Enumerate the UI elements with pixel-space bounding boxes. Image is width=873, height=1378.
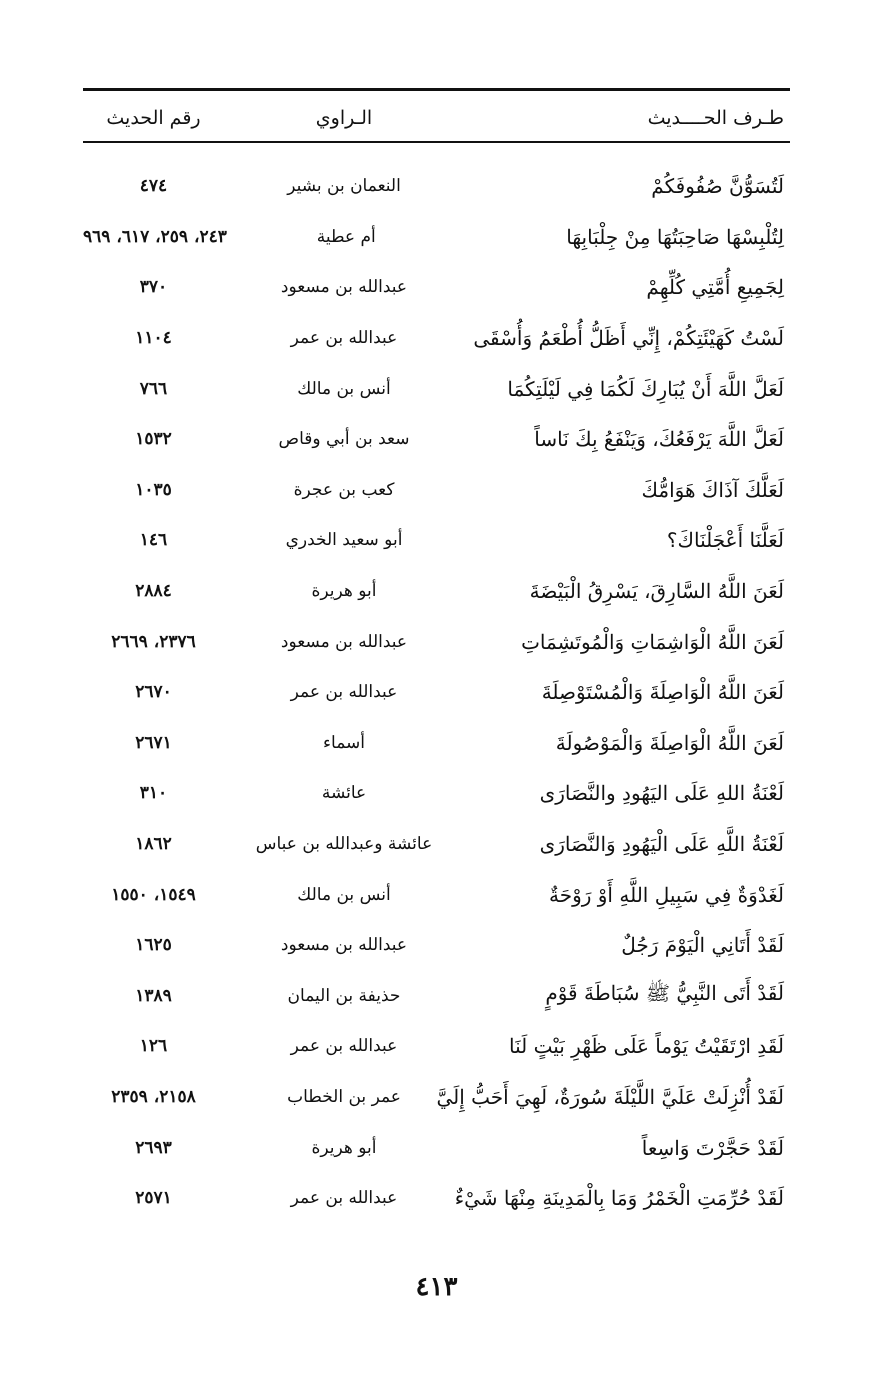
hadith-text: لَقَدْ أَتَى النَّبِيُّ ﷺ سُبَاطَةَ قَوْمٍ [545,981,784,1006]
header-narrator-label: الـراوي [315,107,373,129]
page-number: ٤١٣ [415,1272,458,1302]
hadith-text: لَعَلَّكَ آذَاكَ هَوَامُّكَ [641,477,784,502]
hadith-text: لَعَنَ اللَّهُ الْوَاشِمَاتِ وَالْمُوتَشِمَاتِ [521,629,784,654]
table-row [83,363,790,414]
hadith-number: ١٥٤٩، ١٥٥٠ [111,884,196,905]
hadith-number: ٢٥٧١ [135,1188,172,1209]
table-row [83,161,790,212]
hadith-number: ٣٧٠ [139,277,168,298]
table-row [83,667,790,718]
table-row [83,971,790,1022]
narrator-name: عائشة وعبدالله بن عباس [255,834,433,855]
hadith-text: لَتُسَوُّنَّ صُفُوفَكُمْ [651,174,784,199]
table-row [83,920,790,971]
hadith-text: لِجَمِيعِ أُمَّتِي كُلِّهِمْ [646,275,784,300]
hadith-text: لَقَدْ حَجَّرْتَ وَاسِعاً [641,1135,784,1160]
table-row [83,1021,790,1072]
hadith-text: لَعَنَ اللَّهُ الْوَاصِلَةَ وَالْمُسْتَوْصِلَةَ [541,680,784,705]
hadith-number: ١٠٣٥ [135,479,172,500]
narrator-name: سعد بن أبي وقاص [278,429,410,450]
hadith-number: ٢٣٧٦، ٢٦٦٩ [111,631,196,652]
hadith-number: ١٥٣٢ [135,429,172,450]
table-row [83,1072,790,1123]
table-row [83,768,790,819]
hadith-text: لَعَلَّ اللَّهَ أَنْ يُبَارِكَ لَكُمَا فِي لَيْلَتِكُمَا [507,376,784,401]
table-row [83,515,790,566]
hadith-number: ١١٠٤ [135,328,172,349]
table-row [83,465,790,516]
hadith-text: لَقَدْ أَتَانِي الْيَوْمَ رَجُلٌ [621,933,784,958]
hadith-text: لَعْنَةُ اللهِ عَلَى اليَهُودِ والنَّصَارَى [539,781,784,806]
hadith-text: لَعَلَّنَا أَعْجَلْنَاكَ؟ [666,528,784,553]
hadith-text: لَعَنَ اللَّهُ الْوَاصِلَةَ وَالْمَوْصُولَةَ [555,730,784,755]
hadith-number: ١٨٦٢ [135,834,172,855]
hadith-number: ٢٤٣، ٢٥٩، ٦١٧، ٩٦٩ [83,226,227,247]
hadith-text: لَقَدْ أُنْزِلَتْ عَلَيَّ اللَّيْلَةَ سُورَةٌ، لَهِيَ أَحَبُّ إِلَيَّ [436,1084,784,1109]
hadith-number: ٢١٥٨، ٢٣٥٩ [111,1086,196,1107]
hadith-text: لَعْنَةُ اللَّهِ عَلَى الْيَهُودِ وَالنَّصَارَى [539,832,784,857]
top-rule [83,88,790,91]
hadith-number: ١٦٢٥ [135,935,172,956]
narrator-name: عبدالله بن عمر [290,1036,398,1057]
table-row [83,1122,790,1173]
hadith-number: ٣١٠ [139,783,168,804]
narrator-name: عبدالله بن مسعود [280,631,408,652]
hadith-text: لَغَدْوَةٌ فِي سَبِيلِ اللَّهِ أَوْ رَوْحَةٌ [549,882,784,907]
narrator-name: أبو سعيد الخدري [285,530,403,551]
table-row [83,819,790,870]
header-rule [83,141,790,143]
table-row [83,212,790,263]
hadith-text: لَقَدِ ارْتَقَيْتُ يَوْماً عَلَى ظَهْرِ بَيْتٍ لَنَا [509,1034,784,1059]
narrator-name: عبدالله بن مسعود [280,277,408,298]
header-hadith-label: طـرف الحــــديث [647,107,784,129]
narrator-name: أنس بن مالك [297,378,391,399]
hadith-number: ١٢٦ [139,1036,168,1057]
table-row [83,616,790,667]
table-row [83,718,790,769]
narrator-name: أنس بن مالك [297,884,391,905]
hadith-number: ١٣٨٩ [135,985,172,1006]
table-row [83,262,790,313]
narrator-name: كعب بن عجرة [293,479,395,500]
table-row [83,313,790,364]
hadith-text: لَقَدْ حُرِّمَتِ الْخَمْرُ وَمَا بِالْمَدِينَةِ مِنْهَا شَيْءٌ [454,1186,784,1211]
narrator-name: عبدالله بن مسعود [280,935,408,956]
table-row [83,869,790,920]
narrator-name: أم عطية [316,226,376,247]
hadith-number: ٤٧٤ [139,176,168,197]
header-number-label: رقم الحديث [106,107,201,129]
table-row [83,1173,790,1224]
hadith-index-table [83,161,790,1223]
hadith-number: ٢٨٨٤ [135,581,172,602]
hadith-text: لَعَنَ اللَّهُ السَّارِقَ، يَسْرِقُ الْبَيْضَةَ [529,579,784,604]
narrator-name: النعمان بن بشير [287,176,401,197]
hadith-text: لَعَلَّ اللَّهَ يَرْفَعُكَ، وَيَنْفَعُ بِكَ نَاساً [534,427,784,452]
narrator-name: عبدالله بن عمر [290,328,398,349]
narrator-name: حذيفة بن اليمان [287,985,401,1006]
narrator-name: عائشة [321,783,367,804]
hadith-number: ١٤٦ [139,530,168,551]
narrator-name: عبدالله بن عمر [290,682,398,703]
narrator-name: عمر بن الخطاب [287,1086,401,1107]
hadith-number: ٧٦٦ [139,378,168,399]
narrator-name: أسماء [323,732,365,753]
table-row [83,414,790,465]
table-row [83,566,790,617]
narrator-name: عبدالله بن عمر [290,1188,398,1209]
narrator-name: أبو هريرة [311,1137,377,1158]
hadith-text: لِتُلْبِسْهَا صَاحِبَتُهَا مِنْ جِلْبَابِهَا [566,224,784,249]
table-header [83,98,790,138]
hadith-number: ٢٦٧١ [135,732,172,753]
hadith-number: ٢٦٩٣ [135,1137,172,1158]
hadith-text: لَسْتُ كَهَيْئَتِكُمْ، إِنِّي أَظَلُّ أُطْعَمُ وَأُسْقَى [473,326,784,351]
hadith-number: ٢٦٧٠ [135,682,172,703]
narrator-name: أبو هريرة [311,581,377,602]
